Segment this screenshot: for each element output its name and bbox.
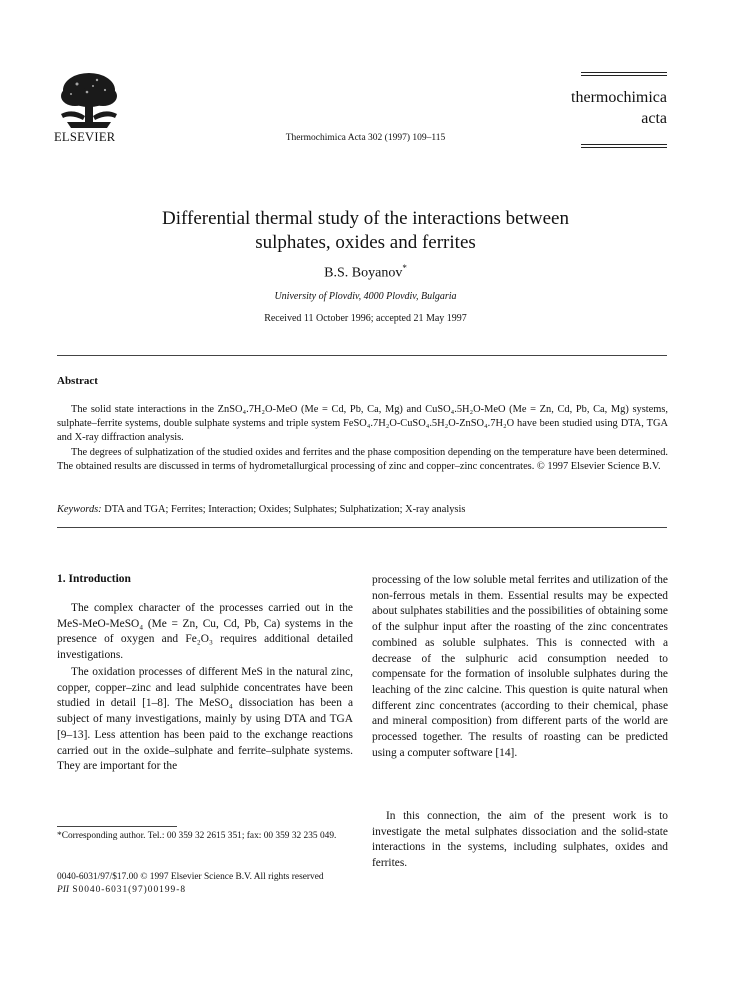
pii-line — [57, 884, 377, 897]
journal-rule — [581, 72, 667, 73]
body-paragraph — [57, 601, 353, 664]
abstract-paragraph-1: The solid state interactions in the ZnSO₄.7H₂O-MeO (Me = Cd, Pb, Ca, Mg) and CuSO₄.5H₂O-MeO (Me = Zn, Cd, Pb, Ca, Mg) systems, sulphate–ferrite systems, double sulphate systems and triple system FeSO₄.7H₂O-CuSO₄.5H₂O-ZnSO₄.7H₂O have been studied using DTA, TGA and X-ray diffraction analysis. — [57, 404, 668, 444]
body-paragraph-text: In this connection, the aim of the present work is to investigate the metal sulphates dissociation and the solid-state interactions in the systems, including sulphates, oxides and ferrites. — [372, 810, 668, 870]
paper-title-line1: Differential thermal study of the interactions between — [162, 208, 569, 229]
publisher-name: ELSEVIER — [54, 130, 116, 144]
body-paragraph-text: processing of the low soluble metal ferrites and utilization of the non-ferrous metals in them. Essential results may be expected about sulphates stabilities and the possibilities of obtaining some of the sulphur input after the roasting of the zinc concentrates combined as soluble sulphates. This is connected with a decrease of the sulphuric acid consumption needed to compensate for the formation of insoluble sulphates during the leaching of the zinc calcine. This question is quite natural when different zinc concentrates (according to their chemical, phase and mineral composition) from different parts of the world are processed together. The results of roasting can be predicted using a computer software [14]. — [372, 574, 668, 759]
abstract-paragraph-2: The degrees of sulphatization of the studied oxides and ferrites and the phase composition depending on the temperature have been determined. The obtained results are discussed in terms of hydrometallurgical processing of zinc and copper–zinc concentrates. © 1997 Elsevier Science B.V. — [57, 447, 668, 473]
journal-rule — [581, 144, 667, 145]
received-dates: Received 11 October 1996; accepted 21 May 1997 — [264, 313, 467, 324]
body-paragraph-text: The complex character of the processes carried out in the MeS-MeO-MeSO₄ (Me = Zn, Cu, Cd, Pb, Ca) systems in the presence of oxygen and Fe₂O₃ requires additional detailed investigations. — [57, 602, 353, 662]
journal-name-line2: acta — [641, 110, 667, 127]
copyright-line: 0040-6031/97/$17.00 © 1997 Elsevier Science B.V. All rights reserved — [57, 872, 324, 882]
footnote-rule — [57, 826, 177, 827]
journal-name-line1: thermochimica — [571, 89, 667, 106]
body-paragraph-text: The oxidation processes of different MeS in the natural zinc, copper, copper–zinc and lead sulphide concentrates have been studied in detail [1–8]. The MeSO₄ dissociation has been a subject of many investigations, mainly by using DTA and TGA [9–13]. Less attention has been paid to the exchange reactions carried out in the oxide–sulphate and ferrite–sulphate systems. They are important for the — [57, 666, 353, 773]
pii-label: PII — [57, 885, 69, 895]
journal-citation: Thermochimica Acta 302 (1997) 109–115 — [285, 133, 446, 143]
keywords-label: Keywords: — [57, 504, 102, 515]
body-paragraph — [372, 573, 668, 761]
body-paragraph — [372, 809, 668, 872]
keywords — [57, 504, 668, 515]
affiliation: University of Plovdiv, 4000 Plovdiv, Bulgaria — [274, 291, 457, 302]
abstract-heading: Abstract — [57, 375, 98, 387]
copyright-notice — [57, 871, 377, 897]
corresponding-author-footnote: *Corresponding author. Tel.: 00 359 32 2615 351; fax: 00 359 32 235 049. — [57, 831, 337, 841]
journal-rule — [581, 147, 667, 148]
section-heading: 1. Introduction — [57, 573, 131, 585]
keywords-text: DTA and TGA; Ferrites; Interaction; Oxides; Sulphates; Sulphatization; X-ray analysis — [104, 504, 466, 515]
divider — [57, 527, 667, 528]
body-paragraph — [57, 665, 353, 775]
author-footnote-mark: * — [402, 263, 407, 273]
paper-title-line2: sulphates, oxides and ferrites — [255, 232, 476, 253]
pii-value: S0040-6031(97)00199-8 — [68, 885, 187, 895]
author — [0, 263, 731, 282]
paper-title — [60, 207, 671, 255]
author-name: B.S. Boyanov — [324, 265, 403, 281]
divider — [57, 355, 667, 356]
journal-rule — [581, 75, 667, 76]
elsevier-tree-icon — [57, 70, 121, 132]
